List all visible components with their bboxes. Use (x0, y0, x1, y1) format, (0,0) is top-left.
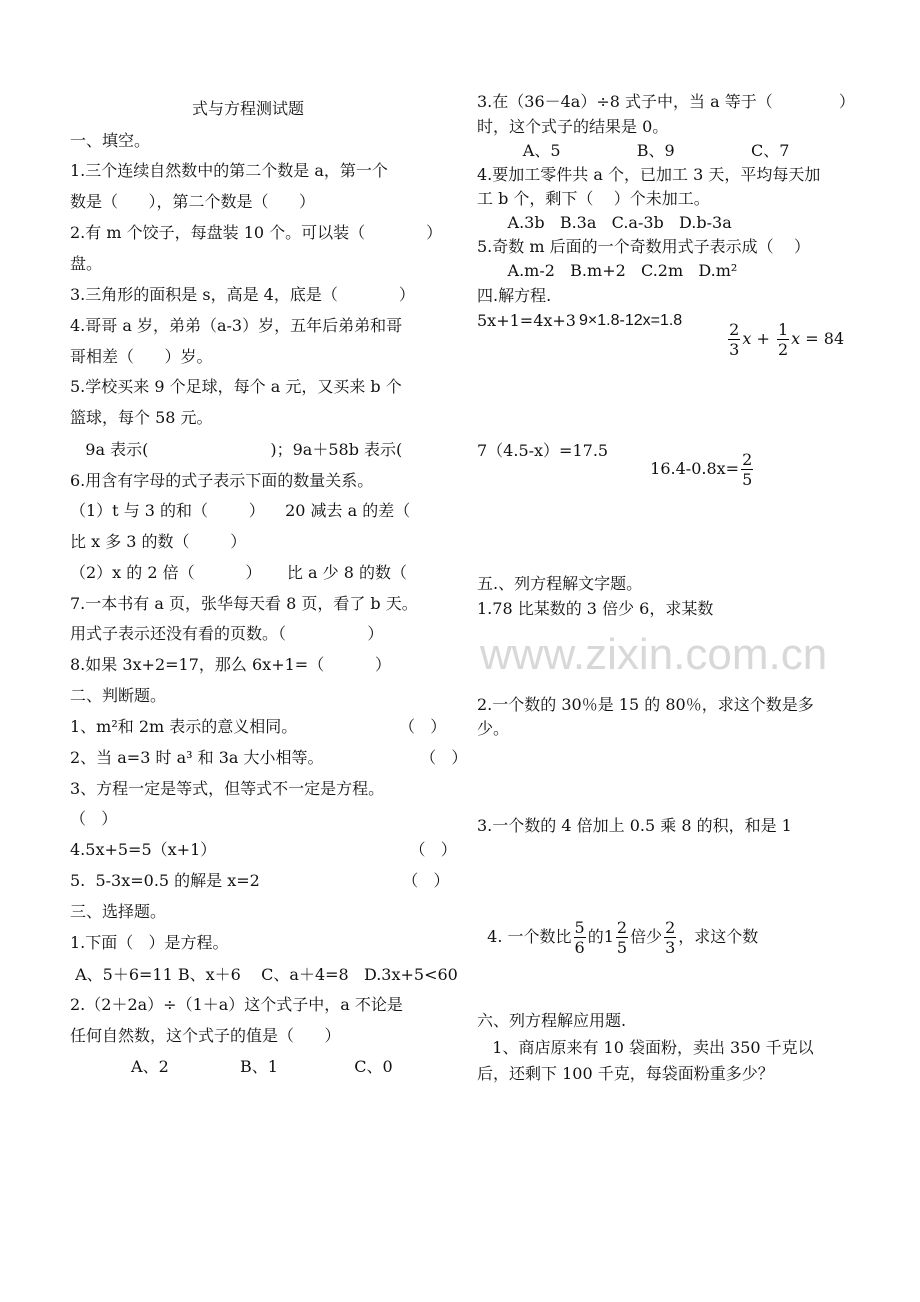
operator: + (756, 329, 770, 348)
text: 4. 一个数比 (487, 927, 572, 946)
numerator: 1 (777, 320, 789, 339)
right-line: 5.奇数 m 后面的一个奇数用式子表示成（ ） (477, 237, 810, 256)
right-line: 四.解方程. (477, 286, 552, 305)
left-line: （ ） (70, 809, 118, 828)
right-line: A.m-2 B.m+2 C.2m D.m² (477, 261, 738, 280)
right-line: A.3b B.3a C.a-3b D.b-3a (477, 213, 732, 232)
right-line: 5x+1=4x+3 (477, 311, 576, 330)
left-line: 三、选择题。 (70, 902, 167, 921)
left-line: A、5＋6=11 B、x＋6 C、a＋4=8 D.3x+5<60 (70, 965, 458, 984)
right-line: 后，还剩下 100 千克，每袋面粉重多少？ (477, 1064, 774, 1083)
left-line: 7.一本书有 a 页，张华每天看 8 页，看了 b 天。 (70, 594, 418, 613)
right-line: 4.要加工零件共 a 个，已加工 3 天，平均每天加 (477, 165, 821, 184)
left-line: 5.学校买来 9 个足球，每个 a 元，又买来 b 个 (70, 377, 402, 396)
left-line: 二、判断题。 (70, 686, 167, 705)
left-line: 数是（ ），第二个数是（ ） (70, 192, 316, 211)
numerator: 2 (729, 320, 740, 339)
numerator: 2 (665, 918, 676, 937)
right-line: 9×1.8-12x=1.8 (579, 312, 683, 329)
watermark: www.zixin.com.cn (480, 630, 828, 679)
equation-fraction-sum (716, 298, 844, 359)
left-line: 1.下面（ ）是方程。 (70, 933, 229, 952)
left-line: 哥相差（ ）岁。 (70, 347, 213, 366)
denominator: 5 (742, 470, 753, 489)
equation-rhs: = 84 (805, 329, 845, 348)
left-line: 6.用含有字母的式子表示下面的数量关系。 (70, 471, 374, 490)
denominator: 5 (616, 938, 628, 957)
left-line: 1、m²和 2m 表示的意义相同。 （ ） (70, 717, 447, 736)
left-line: （1）t 与 3 的和（ ） 20 减去 a 的差（ (70, 501, 411, 520)
equation-decimal-fraction (640, 428, 755, 489)
left-line: （2）x 的 2 倍（ ） 比 a 少 8 的数（ (70, 563, 407, 582)
left-line: 1.三个连续自然数中的第二个数是 a，第一个 (70, 161, 388, 180)
text: 倍少 (630, 927, 663, 946)
numerator: 2 (742, 450, 753, 469)
right-line: 3.一个数的 4 倍加上 0.5 乘 8 的积，和是 1 (477, 816, 792, 835)
right-line: 时，这个式子的结果是 0。 (477, 117, 669, 136)
word-problem-4 (477, 896, 758, 957)
left-line: 2.（2＋2a）÷（1＋a）这个式子中，a 不论是 (70, 995, 403, 1014)
left-line: 2.有 m 个饺子，每盘装 10 个。可以装（ ） (70, 223, 443, 242)
right-line: 六、列方程解应用题. (477, 1011, 627, 1030)
left-line: A、2 B、1 C、0 (70, 1057, 393, 1076)
right-line: 工 b 个，剩下（ ）个未加工。 (477, 189, 710, 208)
left-line: 盘。 (70, 254, 103, 273)
left-line: 8.如果 3x+2=17，那么 6x+1=（ ） (70, 655, 392, 674)
left-line: 任何自然数，这个式子的值是（ ） (70, 1026, 341, 1045)
left-line: 2、当 a=3 时 a³ 和 3a 大小相等。 （ ） (70, 748, 468, 767)
left-line: 5. 5-3x=0.5 的解是 x=2 （ ） (70, 871, 450, 890)
numerator: 2 (616, 918, 628, 937)
variable: x (742, 329, 752, 348)
denominator: 3 (665, 938, 676, 957)
left-line: 4.5x+5=5（x+1） （ ） (70, 840, 457, 859)
left-line: 用式子表示还没有看的页数。（ ） (70, 624, 384, 643)
left-line: 3、方程一定是等式，但等式不一定是方程。 (70, 779, 385, 798)
denominator: 6 (574, 938, 585, 957)
right-line: A、5 B、9 C、7 (477, 141, 790, 160)
left-line: 篮球，每个 58 元。 (70, 408, 213, 427)
right-line: 3.在（36－4a）÷8 式子中，当 a 等于（ ） (477, 92, 855, 111)
left-line: 4.哥哥 a 岁，弟弟（a-3）岁，五年后弟弟和哥 (70, 316, 403, 335)
left-line: 比 x 多 3 的数（ ） (70, 532, 247, 551)
right-line: 7（4.5-x）=17.5 (477, 441, 609, 460)
left-line: 9a 表示( )；9a＋58b 表示( (70, 440, 403, 459)
right-line: 2.一个数的 30％是 15 的 80％，求这个数是多 (477, 695, 814, 714)
right-line: 1、商店原来有 10 袋面粉，卖出 350 千克以 (477, 1038, 814, 1057)
right-line: 少。 (477, 719, 510, 738)
numerator: 5 (574, 918, 585, 937)
text: ，求这个数 (678, 927, 759, 946)
denominator: 2 (777, 340, 789, 359)
variable: x (791, 329, 801, 348)
page-title: 式与方程测试题 (192, 99, 305, 118)
denominator: 3 (729, 340, 740, 359)
text: 的1 (587, 927, 614, 946)
right-line: 1.78 比某数的 3 倍少 6，求某数 (477, 599, 714, 618)
left-line: 一、填空。 (70, 131, 151, 150)
left-line: 3.三角形的面积是 s，高是 4，底是（ ） (70, 285, 415, 304)
right-line: 五.、列方程解文字题。 (477, 574, 643, 593)
equation-lhs: 16.4-0.8x= (650, 459, 740, 478)
